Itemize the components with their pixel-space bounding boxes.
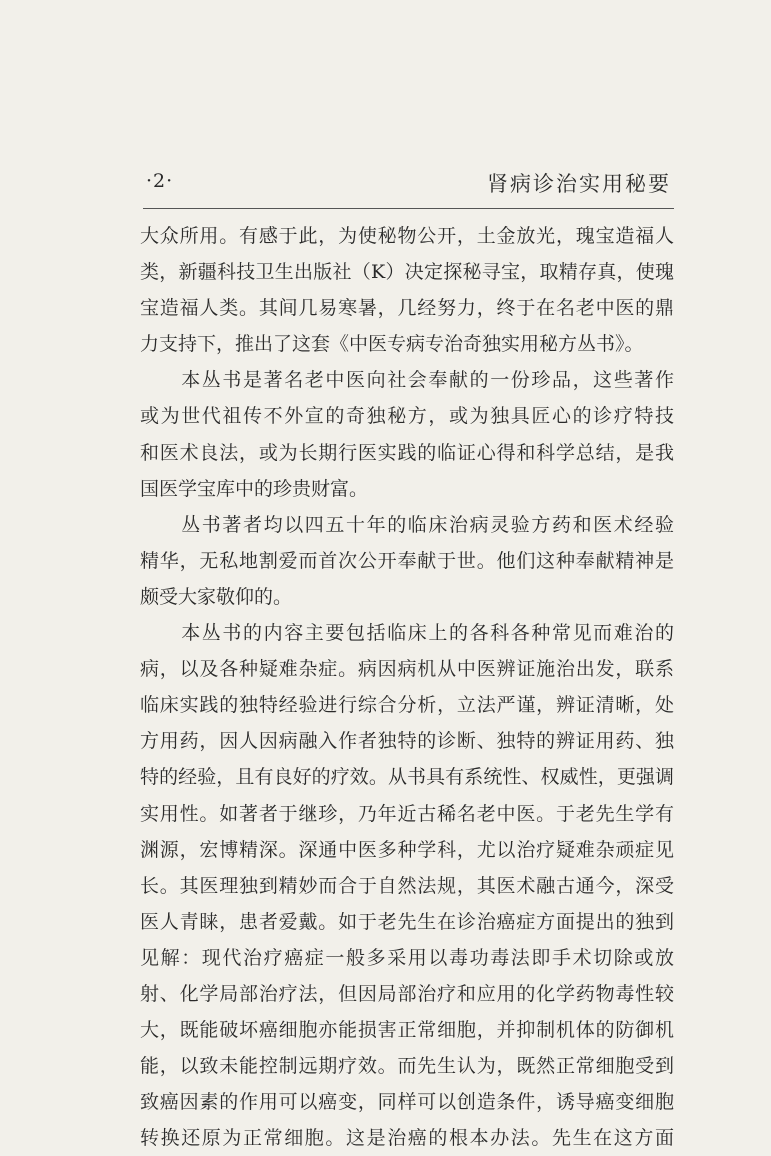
text-line: 和医术良法，或为长期行医实践的临证心得和科学总结，是我 (140, 441, 674, 464)
text-line: 医人青睐，患者爱戴。如于老先生在诊治癌症方面提出的独到 (140, 910, 674, 933)
text-line: 渊源，宏博精深。深通中医多种学科，尤以治疗疑难杂顽症见 (140, 838, 674, 861)
text-line: 丛书著者均以四五十年的临床治病灵验方药和医术经验 (140, 513, 674, 536)
text-line: 射、化学局部治疗法，但因局部治疗和应用的化学药物毒性较 (140, 982, 674, 1005)
text-line: 转换还原为正常细胞。这是治癌的根本办法。先生在这方面 (140, 1127, 674, 1150)
text-line: 颇受大家敬仰的。 (140, 585, 293, 608)
text-line: 大众所用。有感于此，为使秘物公开，土金放光，瑰宝造福人 (140, 225, 674, 247)
header-rule (143, 208, 674, 209)
text-line: 特的经验，且有良好的疗效。从书具有系统性、权威性，更强调 (140, 766, 674, 789)
text-line: 实用性。如著者于继珍，乃年近古稀名老中医。于老先生学有 (140, 802, 674, 825)
text-line: 临床实践的独特经验进行综合分析，立法严谨，辨证清晰，处 (140, 694, 674, 717)
body-text (140, 218, 674, 1156)
running-title: 肾病诊治实用秘要 (487, 172, 671, 196)
text-line: 方用药，因人因病融入作者独特的诊断、独特的辨证用药、独 (140, 730, 674, 753)
text-line: 大，既能破坏癌细胞亦能损害正常细胞，并抑制机体的防御机 (140, 1019, 674, 1042)
text-line: 致癌因素的作用可以癌变，同样可以创造条件，诱导癌变细胞 (140, 1091, 674, 1114)
text-line: 长。其医理独到精妙而合于自然法规，其医术融古通今，深受 (140, 874, 674, 897)
text-line: 能，以致未能控制远期疗效。而先生认为，既然正常细胞受到 (140, 1055, 674, 1078)
page-number: ·2· (146, 170, 174, 192)
text-line: 国医学宝库中的珍贵财富。 (140, 477, 369, 500)
text-line: 本丛书的内容主要包括临床上的各科各种常见而难治的 (140, 622, 674, 645)
text-line: 宝造福人类。其间几易寒暑，几经努力，终于在名老中医的鼎 (140, 297, 674, 320)
running-header (143, 168, 671, 200)
text-line: 或为世代祖传不外宣的奇独秘方，或为独具匠心的诊疗特技 (140, 405, 674, 428)
text-line: 病，以及各种疑难杂症。病因病机从中医辨证施治出发，联系 (140, 658, 674, 681)
text-line: 本丛书是著名老中医向社会奉献的一份珍品，这些著作 (140, 369, 674, 392)
text-line: 精华，无私地割爱而首次公开奉献于世。他们这种奉献精神是 (140, 549, 674, 572)
text-line: 见解：现代治疗癌症一般多采用以毒功毒法即手术切除或放 (140, 946, 674, 969)
text-line: 力支持下，推出了这套《中医专病专治奇独实用秘方丛书》。 (140, 333, 644, 356)
text-line: 类，新疆科技卫生出版社（K）决定探秘寻宝，取精存真，使瑰 (140, 261, 674, 284)
